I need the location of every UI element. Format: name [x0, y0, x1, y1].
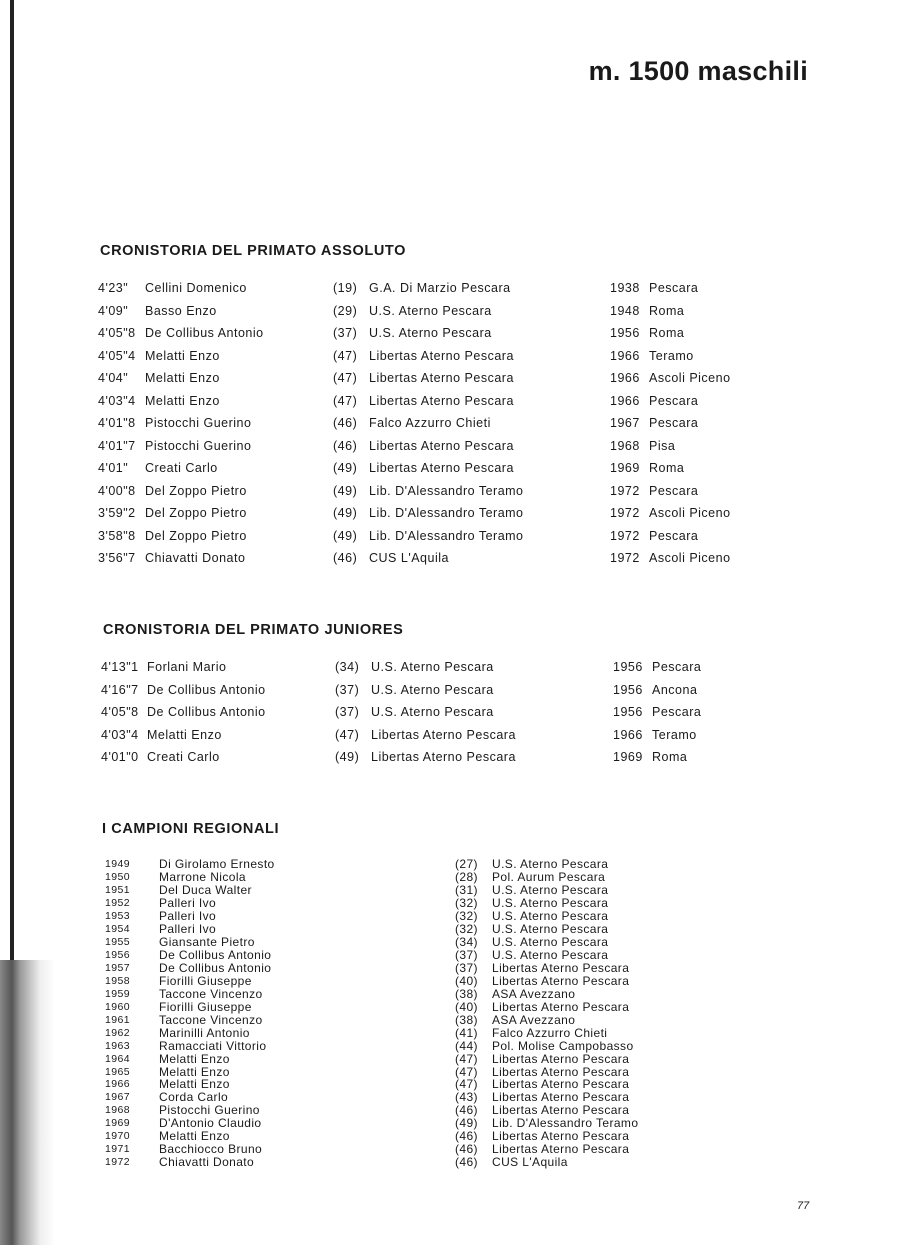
- champion-code: (46): [455, 1129, 478, 1144]
- champion-name: Giansante Pietro: [159, 934, 255, 949]
- champion-club: Libertas Aterno Pescara: [492, 1142, 630, 1157]
- champion-club: Libertas Aterno Pescara: [492, 960, 630, 975]
- record-code: (46): [333, 438, 358, 453]
- champion-club: U.S. Aterno Pescara: [492, 857, 609, 871]
- record-place: Pescara: [652, 660, 702, 674]
- champion-year: 1958: [105, 974, 130, 987]
- record-club: Lib. D'Alessandro Teramo: [369, 506, 524, 520]
- champion-year: 1961: [105, 1013, 130, 1026]
- record-place: Pescara: [652, 705, 702, 719]
- champion-club: U.S. Aterno Pescara: [492, 921, 609, 936]
- record-name: De Collibus Antonio: [145, 326, 264, 340]
- champion-code: (47): [455, 1077, 478, 1092]
- record-year: 1956: [613, 705, 643, 719]
- champion-name: Chiavatti Donato: [159, 1155, 255, 1170]
- record-time: 4'09": [98, 303, 129, 318]
- record-name: Chiavatti Donato: [145, 551, 246, 565]
- champion-year: 1950: [105, 870, 130, 883]
- record-year: 1966: [613, 727, 643, 742]
- record-club: U.S. Aterno Pescara: [371, 705, 494, 719]
- champion-name: Fiorilli Giuseppe: [159, 999, 252, 1014]
- champion-year: 1968: [105, 1104, 130, 1117]
- champion-name: Melatti Enzo: [159, 1077, 230, 1092]
- record-time: 4'01"0: [101, 750, 139, 764]
- champion-year: 1963: [105, 1039, 130, 1052]
- champion-code: (47): [455, 1064, 478, 1079]
- champion-year: 1949: [105, 858, 130, 870]
- champion-club: Falco Azzurro Chieti: [492, 1025, 608, 1040]
- record-name: Pistocchi Guerino: [145, 416, 252, 430]
- record-time: 4'01": [98, 461, 129, 475]
- champion-code: (32): [455, 895, 478, 910]
- record-year: 1969: [610, 461, 640, 475]
- champion-name: Ramacciati Vittorio: [159, 1038, 267, 1053]
- record-time: 4'03"4: [101, 727, 139, 742]
- champion-code: (49): [455, 1116, 478, 1131]
- record-year: 1969: [613, 750, 643, 764]
- record-club: Libertas Aterno Pescara: [371, 750, 516, 764]
- champion-name: Palleri Ivo: [159, 921, 217, 936]
- record-place: Pescara: [649, 281, 699, 295]
- champion-year: 1964: [105, 1052, 130, 1065]
- champion-club: Libertas Aterno Pescara: [492, 1129, 630, 1144]
- record-code: (49): [335, 750, 360, 764]
- champion-year: 1955: [105, 935, 130, 948]
- record-code: (49): [333, 528, 358, 543]
- champion-code: (37): [455, 947, 478, 962]
- record-place: Ascoli Piceno: [649, 371, 731, 385]
- record-year: 1972: [610, 483, 640, 498]
- record-time: 3'59"2: [98, 506, 136, 520]
- champion-code: (43): [455, 1090, 478, 1105]
- record-place: Roma: [652, 750, 688, 764]
- record-club: CUS L'Aquila: [369, 551, 449, 565]
- champion-club: Libertas Aterno Pescara: [492, 999, 630, 1014]
- record-place: Teramo: [652, 727, 697, 742]
- record-place: Pescara: [649, 528, 699, 543]
- record-time: 4'16"7: [101, 682, 139, 697]
- champion-code: (46): [455, 1103, 478, 1118]
- champion-club: U.S. Aterno Pescara: [492, 882, 609, 897]
- record-year: 1972: [610, 551, 640, 565]
- champion-year: 1967: [105, 1091, 130, 1104]
- champion-club: Libertas Aterno Pescara: [492, 1090, 630, 1105]
- champion-code: (34): [455, 934, 478, 949]
- champion-club: U.S. Aterno Pescara: [492, 934, 609, 949]
- record-name: De Collibus Antonio: [147, 682, 266, 697]
- champion-year: 1962: [105, 1026, 130, 1039]
- record-code: (37): [335, 682, 360, 697]
- record-year: 1967: [610, 416, 640, 430]
- champion-name: De Collibus Antonio: [159, 960, 272, 975]
- record-time: 3'58"8: [98, 528, 136, 543]
- champion-club: U.S. Aterno Pescara: [492, 895, 609, 910]
- record-name: Creati Carlo: [147, 750, 220, 764]
- record-name: Cellini Domenico: [145, 281, 247, 295]
- champion-code: (44): [455, 1038, 478, 1053]
- champion-code: (47): [455, 1051, 478, 1066]
- record-time: 4'04": [98, 371, 129, 385]
- champion-name: Palleri Ivo: [159, 908, 217, 923]
- champion-code: (38): [455, 1012, 478, 1027]
- champion-name: Fiorilli Giuseppe: [159, 973, 252, 988]
- champion-name: De Collibus Antonio: [159, 947, 272, 962]
- champion-name: Melatti Enzo: [159, 1051, 230, 1066]
- champion-code: (28): [455, 869, 478, 884]
- record-name: De Collibus Antonio: [147, 705, 266, 719]
- record-place: Roma: [649, 326, 685, 340]
- record-place: Ascoli Piceno: [649, 551, 731, 565]
- record-name: Pistocchi Guerino: [145, 438, 252, 453]
- record-club: Libertas Aterno Pescara: [371, 727, 516, 742]
- record-place: Pescara: [649, 483, 699, 498]
- record-place: Ancona: [652, 682, 698, 697]
- record-place: Roma: [649, 303, 685, 318]
- champion-year: 1952: [105, 896, 130, 909]
- champion-club: Lib. D'Alessandro Teramo: [492, 1116, 639, 1131]
- record-name: Basso Enzo: [145, 303, 217, 318]
- record-year: 1966: [610, 371, 640, 385]
- record-club: Libertas Aterno Pescara: [369, 438, 514, 453]
- record-code: (19): [333, 281, 358, 295]
- record-time: 4'05"4: [98, 348, 136, 363]
- champion-year: 1954: [105, 922, 130, 935]
- record-code: (34): [335, 660, 360, 674]
- record-name: Melatti Enzo: [145, 371, 220, 385]
- champion-code: (41): [455, 1025, 478, 1040]
- champion-year: 1972: [105, 1156, 130, 1169]
- record-club: U.S. Aterno Pescara: [371, 660, 494, 674]
- record-time: 4'00"8: [98, 483, 136, 498]
- record-code: (47): [333, 371, 358, 385]
- record-club: Lib. D'Alessandro Teramo: [369, 528, 524, 543]
- record-club: U.S. Aterno Pescara: [369, 303, 492, 318]
- record-year: 1956: [613, 660, 643, 674]
- record-time: 3'56"7: [98, 551, 136, 565]
- champion-name: Marinilli Antonio: [159, 1025, 250, 1040]
- record-name: Del Zoppo Pietro: [145, 506, 247, 520]
- record-year: 1972: [610, 528, 640, 543]
- record-place: Pescara: [649, 416, 699, 430]
- record-name: Melatti Enzo: [145, 393, 220, 408]
- section-heading-juniores: CRONISTORIA DEL PRIMATO JUNIORES: [103, 622, 404, 638]
- page-binding-shadow: [0, 960, 55, 1245]
- record-year: 1966: [610, 393, 640, 408]
- champion-name: Marrone Nicola: [159, 869, 246, 884]
- record-club: Libertas Aterno Pescara: [369, 393, 514, 408]
- record-club: U.S. Aterno Pescara: [371, 682, 494, 697]
- record-year: 1938: [610, 281, 640, 295]
- champion-year: 1971: [105, 1143, 130, 1156]
- record-year: 1968: [610, 438, 640, 453]
- record-year: 1966: [610, 348, 640, 363]
- record-code: (46): [333, 551, 358, 565]
- record-code: (47): [333, 348, 358, 363]
- champion-year: 1956: [105, 948, 130, 961]
- champion-name: Taccone Vincenzo: [159, 986, 263, 1001]
- champion-name: Melatti Enzo: [159, 1129, 230, 1144]
- record-time: 4'05"8: [101, 705, 139, 719]
- record-time: 4'03"4: [98, 393, 136, 408]
- champion-code: (46): [455, 1142, 478, 1157]
- page-number: 77: [797, 1200, 810, 1212]
- champion-club: Pol. Molise Campobasso: [492, 1038, 634, 1053]
- page-title: m. 1500 maschili: [588, 56, 808, 86]
- section-heading-assoluto: CRONISTORIA DEL PRIMATO ASSOLUTO: [100, 243, 406, 259]
- record-name: Melatti Enzo: [147, 727, 222, 742]
- champion-name: Melatti Enzo: [159, 1064, 230, 1079]
- record-time: 4'23": [98, 281, 129, 295]
- champion-club: Libertas Aterno Pescara: [492, 1051, 630, 1066]
- champion-club: ASA Avezzano: [492, 1012, 576, 1027]
- record-year: 1972: [610, 506, 640, 520]
- record-time: 4'01"8: [98, 416, 136, 430]
- champion-name: D'Antonio Claudio: [159, 1116, 262, 1131]
- record-club: G.A. Di Marzio Pescara: [369, 281, 511, 295]
- record-code: (37): [335, 705, 360, 719]
- record-place: Pisa: [649, 438, 676, 453]
- champion-year: 1966: [105, 1078, 130, 1091]
- champion-code: (27): [455, 857, 478, 871]
- record-code: (37): [333, 326, 358, 340]
- record-club: Libertas Aterno Pescara: [369, 371, 514, 385]
- record-place: Pescara: [649, 393, 699, 408]
- champion-code: (40): [455, 973, 478, 988]
- record-name: Del Zoppo Pietro: [145, 483, 247, 498]
- record-year: 1956: [613, 682, 643, 697]
- champion-name: Del Duca Walter: [159, 882, 252, 897]
- champion-club: Libertas Aterno Pescara: [492, 1103, 630, 1118]
- champion-club: CUS L'Aquila: [492, 1155, 568, 1170]
- record-time: 4'13"1: [101, 660, 139, 674]
- champion-club: Pol. Aurum Pescara: [492, 869, 606, 884]
- record-code: (47): [335, 727, 360, 742]
- record-club: Lib. D'Alessandro Teramo: [369, 483, 524, 498]
- record-name: Del Zoppo Pietro: [145, 528, 247, 543]
- champion-club: ASA Avezzano: [492, 986, 576, 1001]
- champion-name: Di Girolamo Ernesto: [159, 857, 275, 871]
- section-heading-campioni: I CAMPIONI REGIONALI: [102, 821, 280, 837]
- champion-name: Pistocchi Guerino: [159, 1103, 260, 1118]
- record-code: (49): [333, 461, 358, 475]
- champion-code: (32): [455, 921, 478, 936]
- champion-year: 1951: [105, 883, 130, 896]
- record-code: (49): [333, 506, 358, 520]
- champion-year: 1965: [105, 1065, 130, 1078]
- record-club: U.S. Aterno Pescara: [369, 326, 492, 340]
- record-name: Forlani Mario: [147, 660, 227, 674]
- record-code: (47): [333, 393, 358, 408]
- champion-year: 1953: [105, 909, 130, 922]
- record-year: 1948: [610, 303, 640, 318]
- champion-code: (46): [455, 1155, 478, 1170]
- champion-club: Libertas Aterno Pescara: [492, 973, 630, 988]
- record-code: (49): [333, 483, 358, 498]
- champion-year: 1957: [105, 961, 130, 974]
- champion-name: Bacchiocco Bruno: [159, 1142, 263, 1157]
- champion-club: Libertas Aterno Pescara: [492, 1064, 630, 1079]
- record-code: (29): [333, 303, 358, 318]
- champion-year: 1959: [105, 987, 130, 1000]
- champion-club: U.S. Aterno Pescara: [492, 908, 609, 923]
- champion-name: Corda Carlo: [159, 1090, 229, 1105]
- champion-name: Palleri Ivo: [159, 895, 217, 910]
- champion-club: U.S. Aterno Pescara: [492, 947, 609, 962]
- record-year: 1956: [610, 326, 640, 340]
- champion-code: (31): [455, 882, 478, 897]
- record-place: Roma: [649, 461, 685, 475]
- record-club: Falco Azzurro Chieti: [369, 416, 491, 430]
- champion-code: (40): [455, 999, 478, 1014]
- record-name: Creati Carlo: [145, 461, 218, 475]
- record-code: (46): [333, 416, 358, 430]
- champion-year: 1960: [105, 1000, 130, 1013]
- champion-year: 1969: [105, 1117, 130, 1130]
- record-club: Libertas Aterno Pescara: [369, 348, 514, 363]
- record-time: 4'05"8: [98, 326, 136, 340]
- champion-code: (38): [455, 986, 478, 1001]
- record-place: Ascoli Piceno: [649, 506, 731, 520]
- record-time: 4'01"7: [98, 438, 136, 453]
- champion-code: (37): [455, 960, 478, 975]
- champion-year: 1970: [105, 1130, 130, 1143]
- champion-club: Libertas Aterno Pescara: [492, 1077, 630, 1092]
- record-place: Teramo: [649, 348, 694, 363]
- record-club: Libertas Aterno Pescara: [369, 461, 514, 475]
- record-name: Melatti Enzo: [145, 348, 220, 363]
- champion-name: Taccone Vincenzo: [159, 1012, 263, 1027]
- champion-code: (32): [455, 908, 478, 923]
